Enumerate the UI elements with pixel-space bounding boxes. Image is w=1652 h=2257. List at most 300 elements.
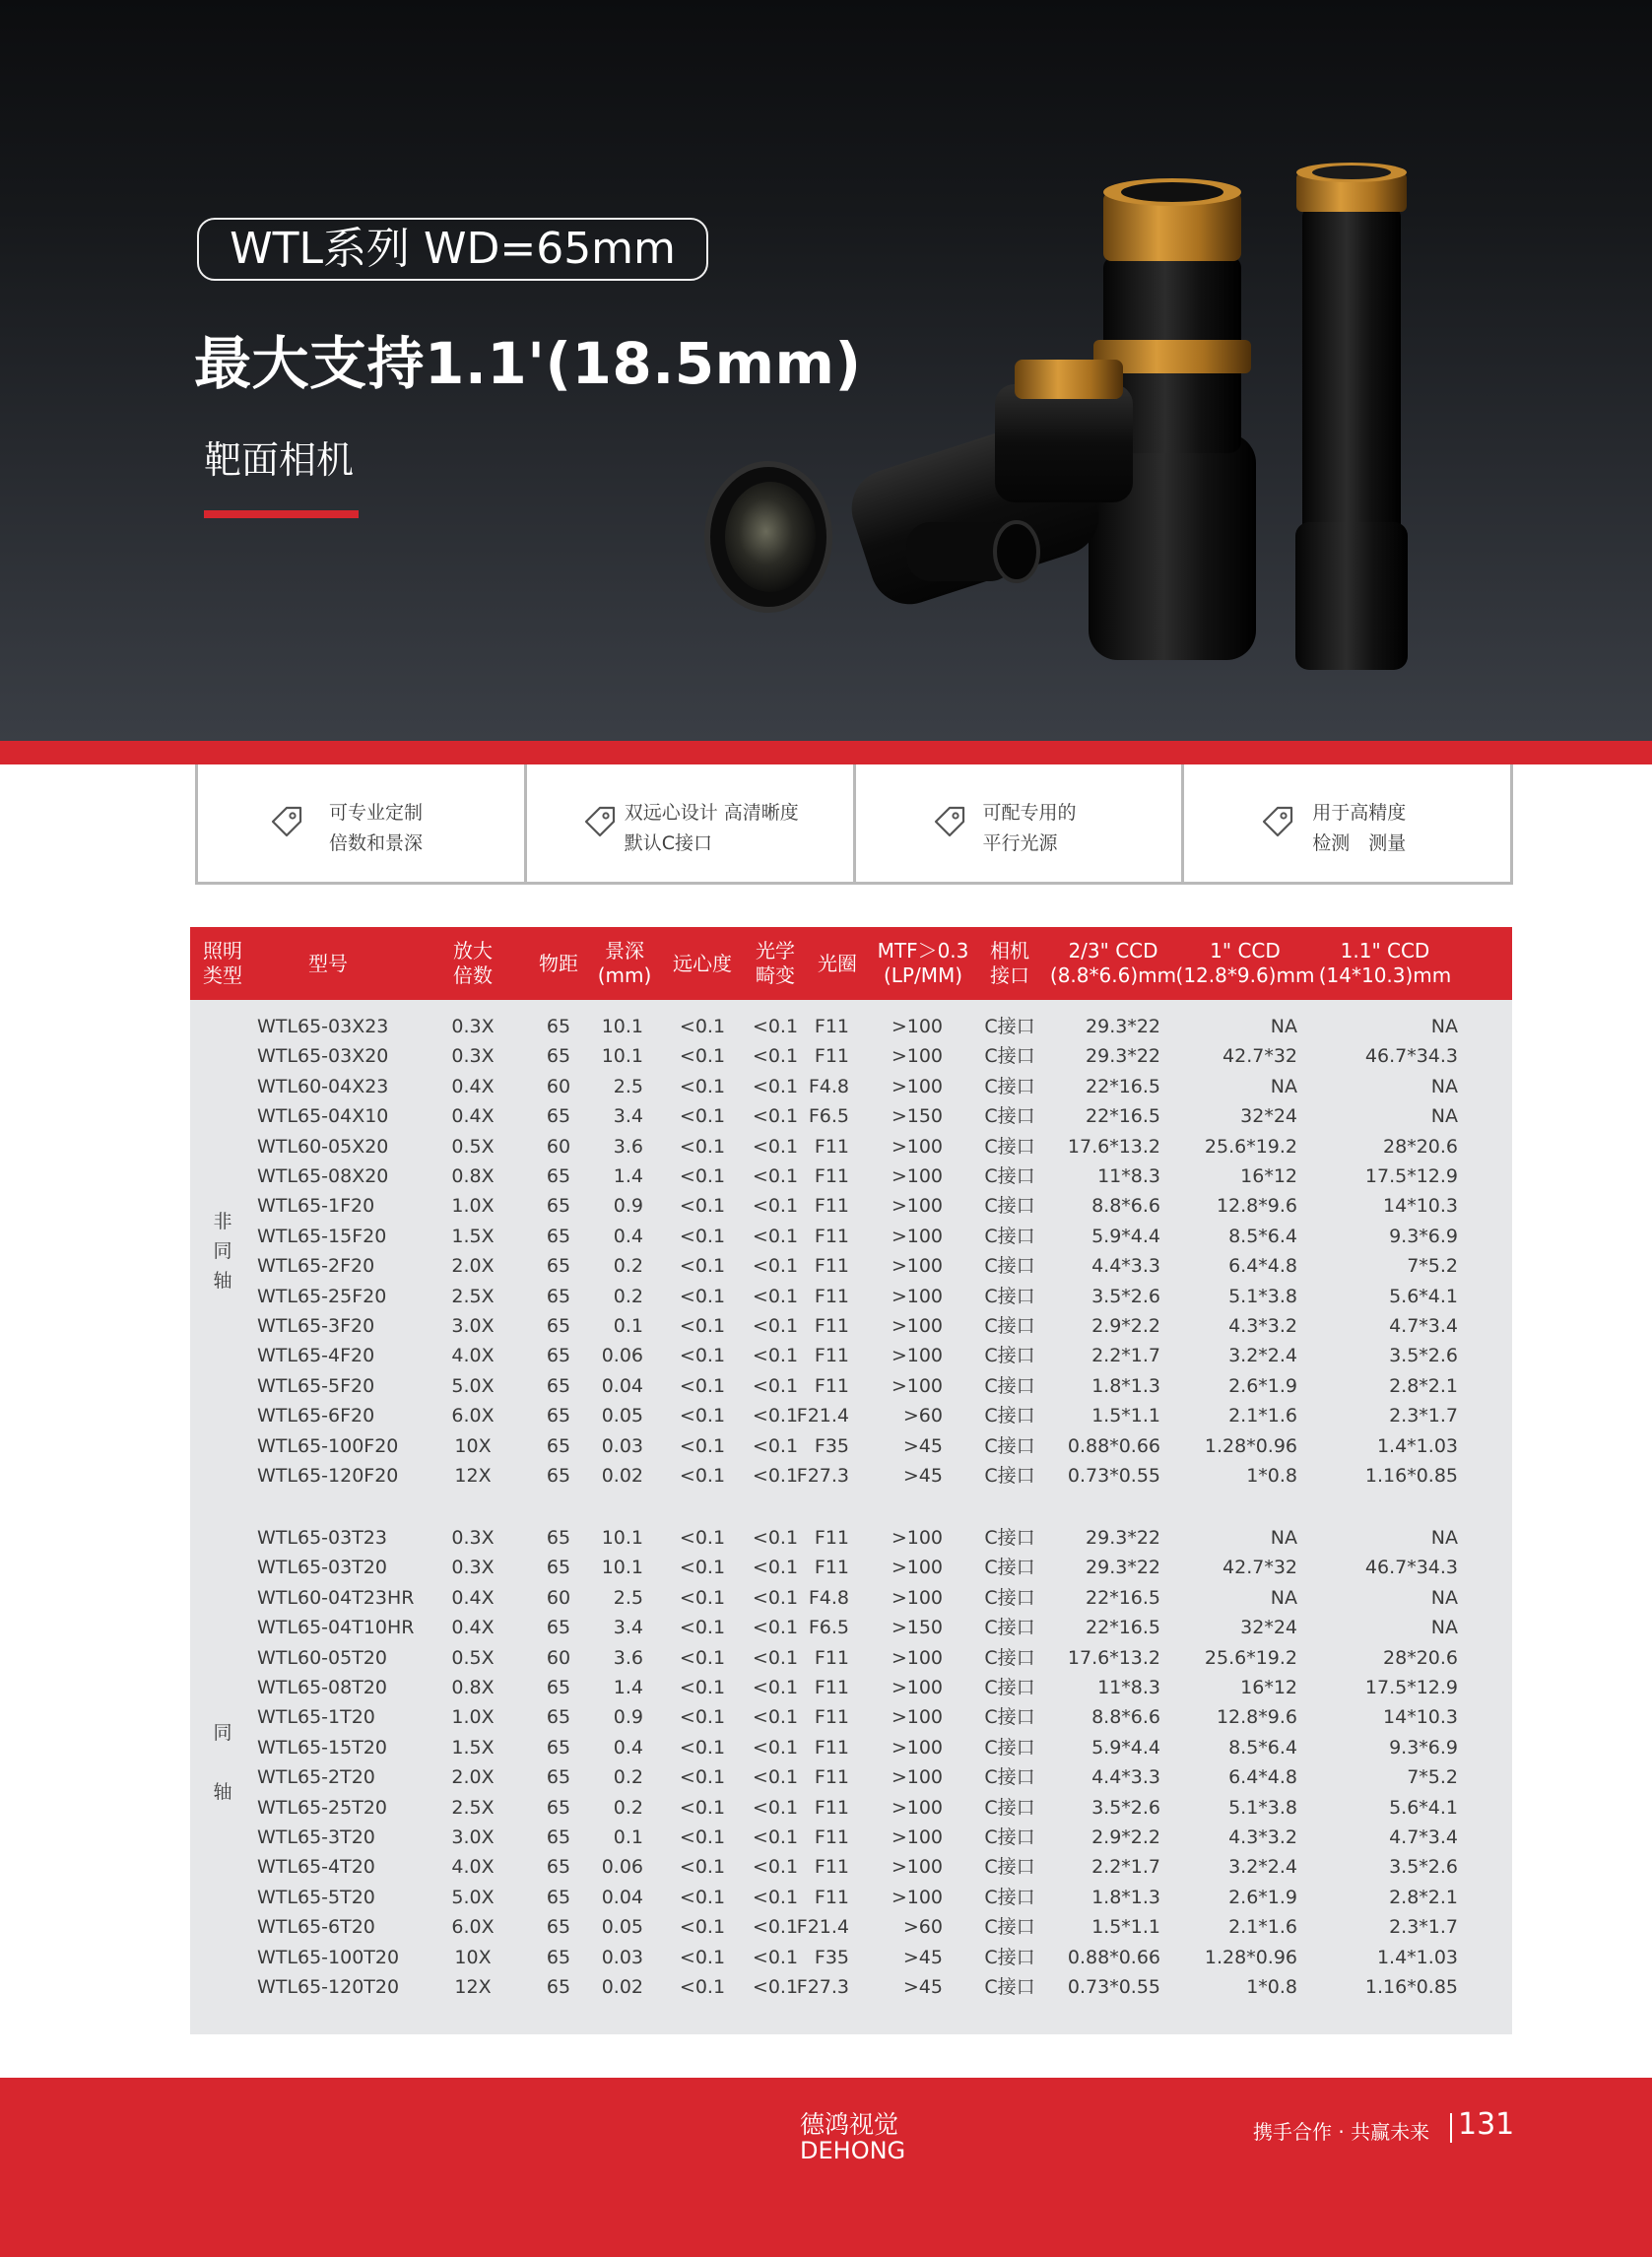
table-cell: F11: [814, 1826, 849, 1848]
table-cell: <0.1: [679, 1677, 726, 1698]
table-cell: 2.5: [613, 1586, 643, 1609]
table-cell: C接口: [984, 1255, 1035, 1278]
table-cell: <0.1: [679, 1557, 726, 1579]
table-cell: 0.03: [601, 1434, 643, 1457]
table-cell: F4.8: [808, 1075, 849, 1097]
table-cell: 2.3*1.7: [1389, 1405, 1458, 1427]
table-cell: WTL65-03T20: [257, 1557, 387, 1579]
table-cell: 2.0X: [451, 1766, 495, 1789]
table-cell: <0.1: [752, 1527, 799, 1549]
table-cell: 28*20.6: [1383, 1135, 1458, 1158]
table-cell: F11: [814, 1796, 849, 1819]
table-cell: F11: [814, 1886, 849, 1908]
table-cell: 1.4*1.03: [1376, 1946, 1458, 1968]
table-cell: WTL65-120T20: [257, 1976, 400, 1998]
table-cell: 46.7*34.3: [1364, 1045, 1458, 1068]
column-header: [249, 927, 407, 1000]
table-cell: C接口: [984, 1796, 1035, 1819]
table-cell: 12X: [454, 1976, 492, 1998]
table-cell: 0.88*0.66: [1067, 1946, 1160, 1968]
table-cell: 65: [546, 1946, 571, 1968]
table-cell: 65: [546, 1886, 571, 1908]
table-cell: C接口: [984, 1045, 1035, 1068]
table-cell: >45: [902, 1976, 943, 1998]
feature-line: 双远心设计 高清晰度: [624, 802, 799, 824]
table-cell: 3.2*2.4: [1228, 1345, 1297, 1367]
table-cell: >45: [902, 1434, 943, 1457]
table-cell: <0.1: [752, 1976, 799, 1998]
feature-line: 默认C接口: [624, 832, 713, 854]
tag-icon: [932, 804, 967, 839]
table-cell: 2.3*1.7: [1389, 1916, 1458, 1939]
column-header-line: 物距: [539, 951, 578, 975]
table-cell: >100: [891, 1165, 943, 1187]
table-cell: <0.1: [679, 1285, 726, 1307]
table-cell: 0.3X: [451, 1557, 495, 1579]
table-cell: 1*0.8: [1246, 1976, 1297, 1998]
table-cell: WTL65-25T20: [257, 1796, 387, 1819]
table-cell: WTL65-5F20: [257, 1374, 375, 1397]
table-cell: <0.1: [679, 1617, 726, 1639]
table-cell: >100: [891, 1285, 943, 1307]
table-cell: WTL60-04X23: [257, 1075, 389, 1097]
table-cell: C接口: [984, 1345, 1035, 1367]
table-cell: C接口: [984, 1736, 1035, 1759]
table-cell: 1.4*1.03: [1376, 1434, 1458, 1457]
table-cell: WTL65-6T20: [257, 1916, 375, 1939]
table-cell: 2.5: [613, 1075, 643, 1097]
table-cell: C接口: [984, 1465, 1035, 1487]
table-cell: C接口: [984, 1886, 1035, 1908]
table-cell: 65: [546, 1225, 571, 1247]
table-cell: F11: [814, 1285, 849, 1307]
table-cell: F35: [814, 1434, 849, 1457]
table-cell: >100: [891, 1706, 943, 1729]
table-cell: F11: [814, 1766, 849, 1789]
page-number: 131: [1458, 2107, 1515, 2142]
table-cell: 0.88*0.66: [1067, 1434, 1160, 1457]
table-cell: 3.5*2.6: [1389, 1856, 1458, 1879]
table-cell: <0.1: [752, 1135, 799, 1158]
table-cell: WTL60-05X20: [257, 1135, 389, 1158]
feature-item: [524, 764, 853, 882]
table-cell: NA: [1270, 1075, 1297, 1097]
feature-line: 用于高精度: [1312, 802, 1407, 824]
table-cell: 5.6*4.1: [1389, 1285, 1458, 1307]
table-cell: 2.8*2.1: [1389, 1374, 1458, 1397]
table-cell: <0.1: [679, 1916, 726, 1939]
table-cell: 65: [546, 1255, 571, 1278]
table-cell: 0.4: [613, 1225, 643, 1247]
table-cell: 2.1*1.6: [1228, 1405, 1297, 1427]
illumination-type-char: 同: [213, 1722, 232, 1745]
table-cell: WTL65-03X23: [257, 1016, 389, 1037]
table-cell: C接口: [984, 1826, 1035, 1848]
table-cell: 65: [546, 1976, 571, 1998]
table-cell: 1.28*0.96: [1204, 1434, 1297, 1457]
table-cell: C接口: [984, 1434, 1035, 1457]
table-cell: C接口: [984, 1706, 1035, 1729]
table-cell: C接口: [984, 1557, 1035, 1579]
table-cell: C接口: [984, 1976, 1035, 1998]
table-cell: 0.1: [613, 1315, 643, 1337]
column-header-line: (14*10.3)mm: [1318, 963, 1452, 987]
table-cell: 3.6: [613, 1135, 643, 1158]
feature-item: [853, 764, 1182, 882]
table-cell: <0.1: [752, 1886, 799, 1908]
tag-icon: [582, 804, 618, 839]
table-cell: 3.5*2.6: [1091, 1796, 1160, 1819]
table-cell: <0.1: [679, 1706, 726, 1729]
table-cell: F21.4: [796, 1916, 849, 1939]
table-cell: >45: [902, 1946, 943, 1968]
table-cell: <0.1: [679, 1646, 726, 1669]
table-cell: <0.1: [752, 1105, 799, 1128]
table-cell: >100: [891, 1225, 943, 1247]
table-cell: C接口: [984, 1946, 1035, 1968]
table-cell: C接口: [984, 1646, 1035, 1669]
table-cell: 2.5X: [451, 1796, 495, 1819]
illumination-type-char: 非: [213, 1211, 232, 1233]
column-header-line: 接口: [990, 963, 1029, 987]
table-cell: 8.5*6.4: [1228, 1736, 1297, 1759]
illumination-type-char: 同: [213, 1240, 232, 1263]
table-cell: 65: [546, 1405, 571, 1427]
table-cell: 29.3*22: [1086, 1016, 1160, 1037]
table-cell: 0.1: [613, 1826, 643, 1848]
illumination-type-label: [190, 1719, 255, 1806]
table-cell: 3.2*2.4: [1228, 1856, 1297, 1879]
table-cell: <0.1: [679, 1105, 726, 1128]
table-cell: 17.5*12.9: [1364, 1677, 1458, 1698]
table-cell: 8.5*6.4: [1228, 1225, 1297, 1247]
table-cell: 10.1: [601, 1527, 643, 1549]
table-cell: <0.1: [752, 1916, 799, 1939]
table-cell: WTL65-08X20: [257, 1165, 389, 1187]
table-cell: 60: [546, 1135, 571, 1158]
column-header-line: 类型: [203, 963, 242, 987]
feature-line: 可配专用的: [982, 802, 1077, 824]
table-cell: >100: [891, 1766, 943, 1789]
table-cell: 6.0X: [451, 1405, 495, 1427]
table-cell: >100: [891, 1736, 943, 1759]
table-cell: F11: [814, 1706, 849, 1729]
table-cell: 1.16*0.85: [1364, 1465, 1458, 1487]
table-cell: <0.1: [679, 1736, 726, 1759]
table-cell: F11: [814, 1225, 849, 1247]
table-cell: 0.2: [613, 1796, 643, 1819]
table-cell: 0.8X: [451, 1677, 495, 1698]
table-cell: 32*24: [1240, 1617, 1297, 1639]
table-cell: 65: [546, 1374, 571, 1397]
table-cell: 2.2*1.7: [1091, 1345, 1160, 1367]
table-cell: C接口: [984, 1374, 1035, 1397]
table-cell: >100: [891, 1856, 943, 1879]
table-cell: 22*16.5: [1086, 1617, 1160, 1639]
series-badge: WTL系列 WD=65mm: [197, 218, 708, 281]
table-cell: WTL65-1F20: [257, 1195, 375, 1218]
table-cell: <0.1: [679, 1016, 726, 1037]
table-cell: >100: [891, 1345, 943, 1367]
table-cell: <0.1: [679, 1886, 726, 1908]
product-lens-image: [690, 148, 1438, 680]
table-cell: 0.2: [613, 1255, 643, 1278]
table-cell: >100: [891, 1886, 943, 1908]
table-cell: 1.5*1.1: [1091, 1405, 1160, 1427]
table-cell: 65: [546, 1465, 571, 1487]
table-cell: WTL65-25F20: [257, 1285, 387, 1307]
table-cell: WTL65-1T20: [257, 1706, 375, 1729]
table-cell: 0.3X: [451, 1045, 495, 1068]
table-cell: C接口: [984, 1856, 1035, 1879]
table-cell: <0.1: [679, 1045, 726, 1068]
table-cell: <0.1: [679, 1374, 726, 1397]
table-cell: 2.9*2.2: [1091, 1826, 1160, 1848]
feature-strip: [195, 764, 1513, 885]
table-cell: 16*12: [1240, 1677, 1297, 1698]
table-cell: 7*5.2: [1407, 1255, 1458, 1278]
table-cell: WTL65-03T23: [257, 1527, 387, 1549]
table-cell: >45: [902, 1465, 943, 1487]
table-cell: 17.6*13.2: [1067, 1646, 1160, 1669]
table-cell: 8.8*6.6: [1091, 1706, 1160, 1729]
table-cell: 0.05: [601, 1916, 643, 1939]
table-cell: 3.6: [613, 1646, 643, 1669]
table-cell: 14*10.3: [1383, 1706, 1458, 1729]
column-header-line: (12.8*9.6)mm: [1175, 963, 1315, 987]
table-cell: 10.1: [601, 1045, 643, 1068]
table-cell: 5.9*4.4: [1091, 1736, 1160, 1759]
table-cell: 0.05: [601, 1405, 643, 1427]
table-cell: 2.9*2.2: [1091, 1315, 1160, 1337]
table-cell: NA: [1430, 1016, 1458, 1037]
table-cell: WTL65-4F20: [257, 1345, 375, 1367]
table-cell: 0.5X: [451, 1135, 495, 1158]
table-cell: 1.8*1.3: [1091, 1886, 1160, 1908]
table-cell: 65: [546, 1677, 571, 1698]
table-cell: WTL65-2T20: [257, 1766, 375, 1789]
table-cell: 65: [546, 1434, 571, 1457]
spec-table-body: [190, 1000, 1512, 2034]
table-cell: 2.5X: [451, 1285, 495, 1307]
table-cell: 1.28*0.96: [1204, 1946, 1297, 1968]
table-cell: 10.1: [601, 1557, 643, 1579]
table-cell: 65: [546, 1165, 571, 1187]
table-cell: 17.6*13.2: [1067, 1135, 1160, 1158]
table-cell: >100: [891, 1586, 943, 1609]
table-cell: WTL65-04T10HR: [257, 1617, 415, 1639]
title-underline: [204, 510, 359, 518]
table-cell: 10X: [454, 1946, 492, 1968]
table-cell: <0.1: [752, 1045, 799, 1068]
table-cell: 3.4: [613, 1105, 643, 1128]
table-cell: <0.1: [679, 1946, 726, 1968]
table-cell: F11: [814, 1736, 849, 1759]
table-cell: WTL65-120F20: [257, 1465, 399, 1487]
page-subtitle: 靶面相机: [204, 438, 355, 482]
table-cell: 65: [546, 1527, 571, 1549]
page-number-divider: [1450, 2113, 1452, 2143]
table-cell: >100: [891, 1527, 943, 1549]
illumination-type-char: 轴: [213, 1270, 232, 1293]
table-cell: 0.5X: [451, 1646, 495, 1669]
table-cell: 17.5*12.9: [1364, 1165, 1458, 1187]
table-cell: >100: [891, 1826, 943, 1848]
table-cell: 3.4: [613, 1617, 643, 1639]
table-cell: C接口: [984, 1527, 1035, 1549]
table-cell: <0.1: [679, 1405, 726, 1427]
table-cell: <0.1: [752, 1586, 799, 1609]
feature-item: [1181, 764, 1513, 882]
table-cell: <0.1: [679, 1165, 726, 1187]
table-cell: 2.0X: [451, 1255, 495, 1278]
table-cell: 7*5.2: [1407, 1766, 1458, 1789]
table-cell: <0.1: [679, 1527, 726, 1549]
table-cell: 32*24: [1240, 1105, 1297, 1128]
table-cell: 0.8X: [451, 1165, 495, 1187]
table-cell: WTL65-5T20: [257, 1886, 375, 1908]
table-cell: >100: [891, 1075, 943, 1097]
table-cell: >100: [891, 1374, 943, 1397]
feature-line: 倍数和景深: [329, 832, 424, 854]
table-cell: 0.9: [613, 1706, 643, 1729]
table-cell: <0.1: [752, 1856, 799, 1879]
table-cell: >150: [891, 1617, 943, 1639]
table-cell: >100: [891, 1135, 943, 1158]
table-cell: F11: [814, 1195, 849, 1218]
table-cell: 4.3*3.2: [1228, 1826, 1297, 1848]
table-cell: 2.1*1.6: [1228, 1916, 1297, 1939]
column-header-line: 型号: [308, 951, 348, 975]
table-cell: F11: [814, 1374, 849, 1397]
table-cell: >60: [902, 1405, 943, 1427]
table-cell: NA: [1430, 1617, 1458, 1639]
table-cell: <0.1: [752, 1225, 799, 1247]
table-cell: 60: [546, 1646, 571, 1669]
table-cell: F11: [814, 1557, 849, 1579]
table-cell: F11: [814, 1016, 849, 1037]
column-header: [1166, 927, 1324, 1000]
footer-slogan: 携手合作 · 共赢未来: [1253, 2120, 1430, 2144]
table-cell: 0.3X: [451, 1016, 495, 1037]
table-cell: C接口: [984, 1617, 1035, 1639]
column-header-line: 1" CCD: [1210, 939, 1281, 963]
table-cell: 22*16.5: [1086, 1075, 1160, 1097]
table-cell: 65: [546, 1557, 571, 1579]
table-cell: C接口: [984, 1405, 1035, 1427]
table-cell: 0.04: [601, 1374, 643, 1397]
table-cell: WTL65-6F20: [257, 1405, 375, 1427]
table-cell: 11*8.3: [1097, 1165, 1160, 1187]
table-cell: 22*16.5: [1086, 1105, 1160, 1128]
table-cell: WTL65-3T20: [257, 1826, 375, 1848]
accent-band: [0, 741, 1652, 764]
table-cell: <0.1: [679, 1075, 726, 1097]
table-cell: 3.0X: [451, 1315, 495, 1337]
table-cell: 12.8*9.6: [1216, 1706, 1297, 1729]
table-cell: <0.1: [679, 1766, 726, 1789]
table-cell: 5.1*3.8: [1228, 1796, 1297, 1819]
column-header-line: (LP/MM): [883, 963, 963, 987]
table-cell: 12.8*9.6: [1216, 1195, 1297, 1218]
table-cell: F11: [814, 1255, 849, 1278]
table-cell: C接口: [984, 1075, 1035, 1097]
column-header-line: 畸变: [756, 963, 795, 987]
table-cell: C接口: [984, 1105, 1035, 1128]
table-cell: 65: [546, 1796, 571, 1819]
table-cell: 0.03: [601, 1946, 643, 1968]
table-cell: 4.7*3.4: [1389, 1826, 1458, 1848]
table-cell: 0.4X: [451, 1617, 495, 1639]
table-cell: 1.4: [613, 1677, 643, 1698]
table-cell: F11: [814, 1646, 849, 1669]
table-cell: <0.1: [752, 1706, 799, 1729]
table-cell: C接口: [984, 1165, 1035, 1187]
table-cell: 0.9: [613, 1195, 643, 1218]
table-cell: 42.7*32: [1222, 1045, 1297, 1068]
table-cell: WTL65-100T20: [257, 1946, 400, 1968]
table-cell: 65: [546, 1856, 571, 1879]
table-cell: C接口: [984, 1766, 1035, 1789]
table-cell: 60: [546, 1075, 571, 1097]
table-cell: F11: [814, 1856, 849, 1879]
table-cell: F11: [814, 1135, 849, 1158]
table-cell: <0.1: [752, 1465, 799, 1487]
table-cell: 4.4*3.3: [1091, 1255, 1160, 1278]
table-cell: 0.4X: [451, 1586, 495, 1609]
table-cell: >100: [891, 1677, 943, 1698]
table-cell: 8.8*6.6: [1091, 1195, 1160, 1218]
table-cell: 25.6*19.2: [1204, 1646, 1297, 1669]
table-cell: F11: [814, 1315, 849, 1337]
column-header-line: MTF＞0.3: [877, 939, 969, 963]
column-header-line: 1.1" CCD: [1340, 939, 1430, 963]
table-cell: F35: [814, 1946, 849, 1968]
table-cell: 65: [546, 1736, 571, 1759]
table-cell: 42.7*32: [1222, 1557, 1297, 1579]
table-cell: NA: [1270, 1527, 1297, 1549]
table-cell: 0.73*0.55: [1067, 1976, 1160, 1998]
table-cell: NA: [1430, 1527, 1458, 1549]
page-footer: [0, 2078, 1652, 2257]
column-header-line: 倍数: [453, 963, 493, 987]
table-cell: 4.0X: [451, 1856, 495, 1879]
table-cell: C接口: [984, 1916, 1035, 1939]
table-cell: 4.3*3.2: [1228, 1315, 1297, 1337]
table-cell: C接口: [984, 1135, 1035, 1158]
brand-name-en: DEHONG: [800, 2137, 906, 2164]
table-cell: 0.4: [613, 1736, 643, 1759]
table-cell: <0.1: [752, 1617, 799, 1639]
table-cell: F11: [814, 1527, 849, 1549]
table-cell: <0.1: [752, 1766, 799, 1789]
table-cell: C接口: [984, 1016, 1035, 1037]
table-cell: 22*16.5: [1086, 1586, 1160, 1609]
table-cell: WTL65-15F20: [257, 1225, 387, 1247]
table-cell: NA: [1270, 1016, 1297, 1037]
table-cell: 4.0X: [451, 1345, 495, 1367]
table-cell: 0.02: [601, 1465, 643, 1487]
table-cell: 0.4X: [451, 1075, 495, 1097]
column-header-line: (8.8*6.6)mm: [1049, 963, 1177, 987]
table-cell: >100: [891, 1796, 943, 1819]
table-cell: 1.0X: [451, 1195, 495, 1218]
table-cell: 10.1: [601, 1016, 643, 1037]
table-cell: F11: [814, 1165, 849, 1187]
table-cell: 0.06: [601, 1856, 643, 1879]
table-cell: 3.0X: [451, 1826, 495, 1848]
table-cell: <0.1: [679, 1135, 726, 1158]
